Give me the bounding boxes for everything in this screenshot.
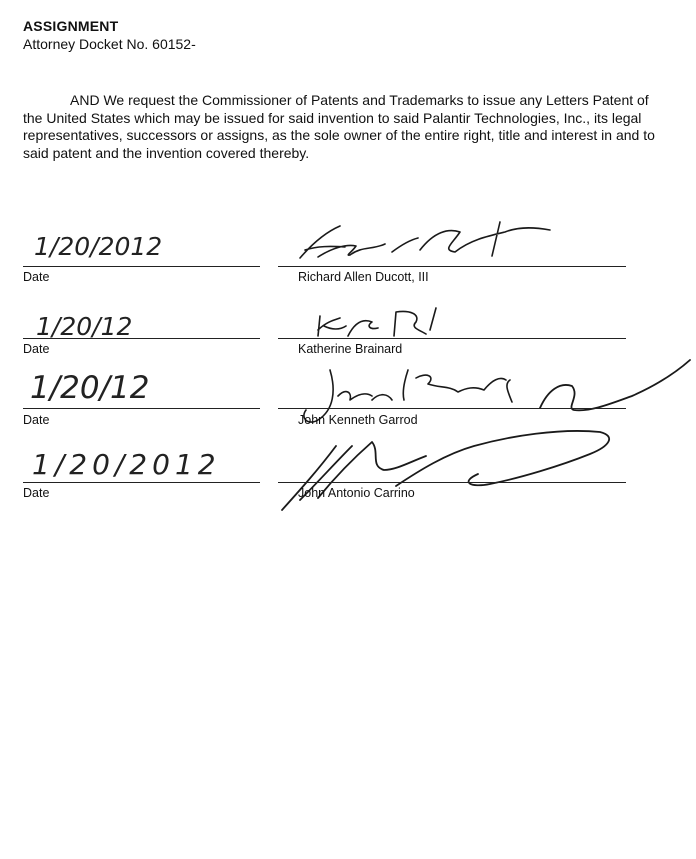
assignment-title: ASSIGNMENT <box>23 18 119 34</box>
signer-name-3: John Kenneth Garrod <box>298 413 418 427</box>
date-label-3: Date <box>23 413 50 427</box>
date-label-4: Date <box>23 486 50 500</box>
signer-name-1: Richard Allen Ducott, III <box>298 270 429 284</box>
date-label-2: Date <box>23 342 50 356</box>
docket-number: Attorney Docket No. 60152- <box>23 36 196 52</box>
name-line-4 <box>278 482 626 483</box>
date-handwritten-4: 1/20/2012 <box>32 448 221 481</box>
date-label-1: Date <box>23 270 50 284</box>
signer-name-4: John Antonio Carrino <box>298 486 415 500</box>
date-handwritten-2: 1/20/12 <box>36 312 133 341</box>
date-handwritten-3: 1/20/12 <box>30 370 150 406</box>
assignment-paragraph: AND We request the Commissioner of Patents and Trademarks to issue any Letters Patent of the United States which may be issued for said invention to said Palantir Technologies, Inc., its legal representatives, successors or assigns, as the sole owner of the entire right, title and interest in and to said patent and the invention covered thereby. <box>23 92 655 161</box>
signer-name-2: Katherine Brainard <box>298 342 403 356</box>
date-handwritten-1: 1/20/2012 <box>34 232 163 261</box>
